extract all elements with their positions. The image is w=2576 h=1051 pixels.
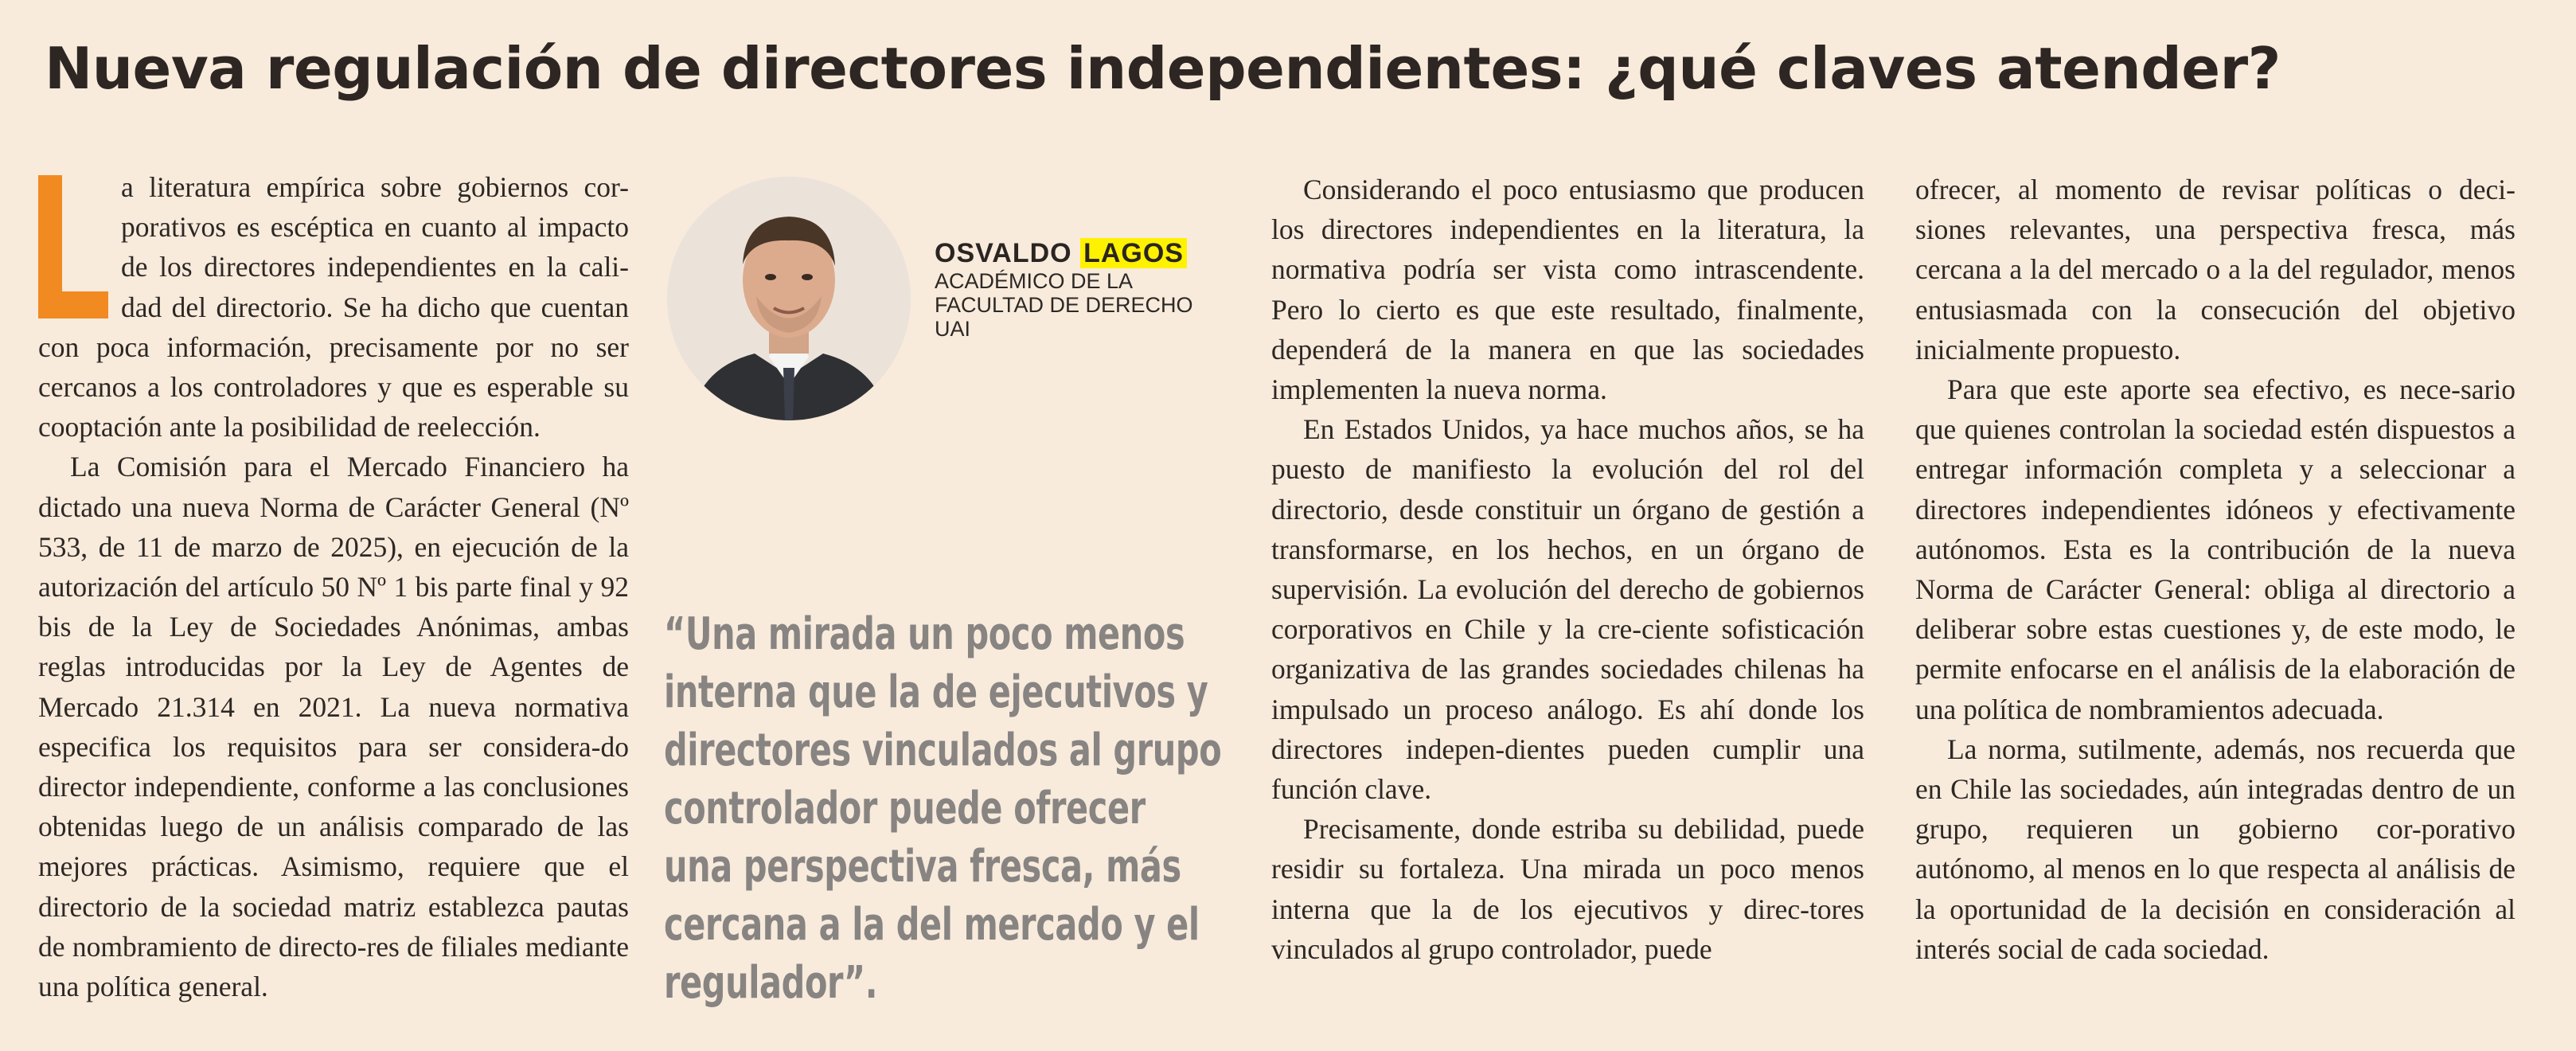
article-column-4 <box>1915 170 2516 969</box>
author-organization: UAI <box>935 317 971 341</box>
author-name <box>935 237 1193 269</box>
author-first-name: OSVALDO <box>935 238 1072 268</box>
author-portrait-image <box>667 177 911 420</box>
lead-paragraph <box>38 167 629 447</box>
author-photo <box>667 177 911 420</box>
article-title: Nueva regulación de directores independientes: ¿qué claves atender? <box>45 35 2281 102</box>
author-byline <box>935 237 1193 341</box>
pull-quote: “Una mirada un poco menos interna que la de ejecutivos y directores vinculados al grupo controlador puede ofrecer una perspectiva fresca, más cercana a la del mercado y el regulador”. <box>664 608 1222 1009</box>
author-role: FACULTAD DE DERECHO <box>935 293 1193 317</box>
paragraph: La norma, sutilmente, además, nos recuerda que en Chile las sociedades, aún integradas dentro de un grupo, requieren un gobierno cor-porativo autónomo, al menos en lo que respecta al análisis de la oportunidad de la decisión en consideración al interés social de cada sociedad. <box>1915 733 2516 965</box>
paragraph: Considerando el poco entusiasmo que producen los directores independientes en la literatura, la normativa podría ser vista como intrascendente. Pero lo cierto es que este resultado, finalmente, dependerá de la manera en que las sociedades implementen la nueva norma. <box>1271 174 1864 406</box>
paragraph: La Comisión para el Mercado Financiero ha dictado una nueva Norma de Carácter General (Nº 533, de 11 de marzo de 2025), en ejecución de la autorización del artículo 50 Nº 1 bis parte final y 92 bis de la Ley de Sociedades Anónimas, ambas reglas introducidas por la Ley de Agentes de Mercado 21.314 en 2021. La nueva normativa especifica los requisitos para ser considera-do director independiente, conforme a las conclusiones obtenidas luego de un análisis comparado de las mejores prácticas. Asimismo, requiere que el directorio de la sociedad matriz establezca pautas de nombramiento de directo-res de filiales mediante una política general. <box>38 451 629 1003</box>
lead-line: dad del directorio. Se ha dicho que cuentan <box>121 291 629 323</box>
article-column-3 <box>1271 170 1864 969</box>
lead-line: a literatura empírica sobre gobiernos cor- <box>121 171 629 203</box>
article-column-1 <box>38 167 629 1006</box>
paragraph: Precisamente, donde estriba su debilidad, puede residir su fortaleza. Una mirada un poco menos interna que la de los ejecutivos y direc-tores vinculados al grupo controlador, puede <box>1271 813 1864 965</box>
author-role: ACADÉMICO DE LA <box>935 269 1134 293</box>
paragraph: ofrecer, al momento de revisar políticas o deci-siones relevantes, una perspectiva fresca, más cercana a la del mercado o a la del regulador, menos entusiasmada con la consecución del objetivo inicialmente propuesto. <box>1915 174 2516 365</box>
paragraph: con poca información, precisamente por no ser cercanos a los controladores y que es esperable su cooptación ante la posibilidad de reelección. <box>38 330 629 443</box>
author-last-name: LAGOS <box>1080 238 1187 268</box>
lead-line: de los directores independientes en la cali- <box>121 251 629 283</box>
dropcap-l-icon <box>38 175 108 318</box>
paragraph: En Estados Unidos, ya hace muchos años, se ha puesto de manifiesto la evolución del rol del directorio, desde constituir un órgano de gestión a transformarse, en los hechos, en un órgano de supervisión. La evolución del derecho de gobiernos corporativos en Chile y la cre-ciente sofisticación organizativa de las grandes sociedades chilenas ha impulsado un proceso análogo. Es ahí donde los directores indepen-dientes pueden cumplir una función clave. <box>1271 413 1864 806</box>
paragraph: Para que este aporte sea efectivo, es nece-sario que quienes controlan la sociedad estén dispuestos a entregar información completa y a seleccionar a directores independientes idóneos y efectivamente autónomos. Esta es la contribución de la nueva Norma de Carácter General: obliga al directorio a deliberar sobre estas cuestiones y, de este modo, le permite enfocarse en el análisis de la elaboración de una política de nombramientos adecuada. <box>1915 373 2516 725</box>
lead-line: porativos es escéptica en cuanto al impacto <box>121 211 629 244</box>
